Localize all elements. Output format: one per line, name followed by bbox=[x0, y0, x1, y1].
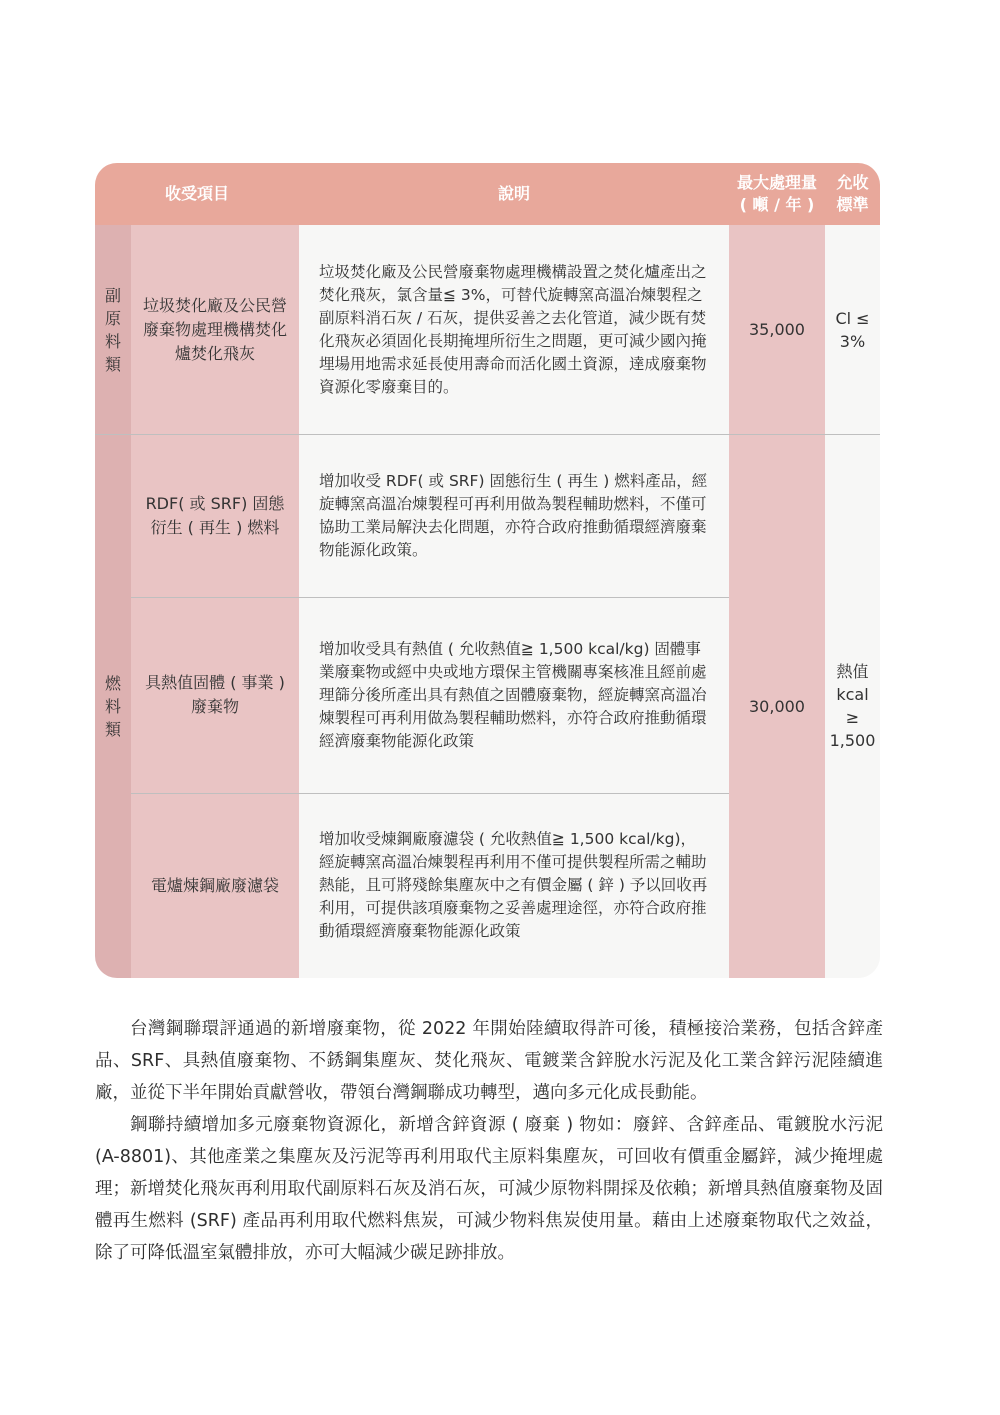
item-calorific-waste bbox=[131, 597, 299, 793]
capacity-fuel-value: 30,000 bbox=[749, 696, 805, 716]
description-calorific-waste bbox=[299, 597, 729, 793]
waste-acceptance-table bbox=[95, 163, 880, 978]
description-fly-ash bbox=[299, 225, 729, 434]
description-rdf bbox=[299, 434, 729, 597]
standard-auxiliary bbox=[825, 225, 880, 434]
item-calorific-waste-label: 具熱值固體 ( 事業 ) 廢棄物 bbox=[145, 673, 285, 716]
header-description bbox=[299, 163, 729, 225]
item-fly-ash bbox=[131, 225, 299, 434]
item-rdf-label: RDF( 或 SRF) 固態衍生 ( 再生 ) 燃料 bbox=[145, 493, 285, 537]
header-item bbox=[95, 163, 299, 225]
capacity-auxiliary bbox=[729, 225, 825, 434]
description-filter-bags bbox=[299, 793, 729, 978]
standard-auxiliary-value: Cl ≤ 3% bbox=[835, 308, 870, 351]
header-capacity-label: 最大處理量 bbox=[736, 173, 817, 192]
body-text bbox=[95, 1013, 883, 1269]
paragraph-1: 台灣鋼聯環評通過的新增廢棄物，從 2022 年開始陸續取得許可後，積極接洽業務，包括含鋅產品、SRF、具熱值廢棄物、不銹鋼集塵灰、焚化飛灰、電鍍業含鋅脫水污泥及化工業含鋅污泥陸續進廠，並從下半年開始貢獻營收，帶領台灣鋼聯成功轉型，邁向多元化成長動能。 bbox=[95, 1019, 883, 1103]
description-rdf-text: 增加收受 RDF( 或 SRF) 固態衍生 ( 再生 ) 燃料產品，經旋轉窯高溫冶煉製程可再利用做為製程輔助燃料，不僅可協助工業局解決去化問題，亦符合政府推動循環經濟廢棄物能源化政策。 bbox=[319, 471, 708, 559]
header-description-label: 說明 bbox=[497, 184, 530, 203]
capacity-fuel bbox=[729, 434, 825, 978]
header-capacity-unit: ( 噸 / 年 ) bbox=[739, 195, 815, 214]
category-fuel bbox=[95, 434, 131, 978]
description-fly-ash-text: 垃圾焚化廠及公民營廢棄物處理機構設置之焚化爐產出之焚化飛灰，氯含量≦ 3%，可替代旋轉窯高溫冶煉製程之副原料消石灰 / 石灰，提供妥善之去化管道，減少既有焚化飛灰必須固化長期掩埋所衍生之問題，更可減少國內掩埋場用地需求延長使用壽命而活化國土資源，達成廢棄物資源化零廢棄目的。 bbox=[319, 262, 707, 396]
category-fuel-label: 燃料類 bbox=[105, 673, 122, 739]
category-auxiliary-label: 副原料類 bbox=[105, 285, 122, 374]
item-rdf bbox=[131, 434, 299, 597]
item-filter-bags-label: 電爐煉鋼廠廢濾袋 bbox=[150, 875, 279, 895]
header-standard-label-2: 標準 bbox=[836, 195, 869, 214]
row-divider-2 bbox=[131, 793, 729, 794]
capacity-auxiliary-value: 35,000 bbox=[749, 320, 805, 339]
header-item-label: 收受項目 bbox=[164, 184, 229, 203]
header-standard-label-1: 允收 bbox=[836, 173, 869, 192]
standard-fuel-value: 熱值 kcal ≥ 1,500 bbox=[829, 662, 876, 750]
description-calorific-waste-text: 增加收受具有熱值 ( 允收熱值≧ 1,500 kcal/kg) 固體事業廢棄物或經中央或地方環保主管機關專案核准且經前處理篩分後所產出具有熱值之固體廢棄物，經旋轉窯高溫冶煉製程可再利用做為製程輔助燃料，亦符合政府推動循環經濟廢棄物能源化政策 bbox=[319, 639, 707, 750]
standard-fuel bbox=[825, 434, 880, 978]
category-auxiliary bbox=[95, 225, 131, 434]
description-filter-bags-text: 增加收受煉鋼廠廢濾袋 ( 允收熱值≧ 1,500 kcal/kg)，經旋轉窯高溫冶煉製程再利用不僅可提供製程所需之輔助熱能，且可將殘餘集塵灰中之有價金屬 ( 鋅 ) 予以回收再利用，可提供該項廢棄物之妥善處理途徑，亦符合政府推動循環經濟廢棄物能源化政策 bbox=[319, 830, 708, 940]
group-divider bbox=[95, 434, 880, 435]
paragraph-2: 鋼聯持續增加多元廢棄物資源化，新增含鋅資源 ( 廢棄 ) 物如：廢鋅、含鋅產品、電鍍脫水污泥 (A-8801)、其他產業之集塵灰及污泥等再利用取代主原料集塵灰，可回收有價重金屬鋅，減少掩埋處理；新增焚化飛灰再利用取代副原料石灰及消石灰，可減少原物料開採及依賴；新增具熱值廢棄物及固體再生燃料 (SRF) 產品再利用取代燃料焦炭，可減少物料焦炭使用量。藉由上述廢棄物取代之效益，除了可降低溫室氣體排放，亦可大幅減少碳足跡排放。 bbox=[95, 1115, 883, 1263]
row-divider-1 bbox=[131, 597, 729, 598]
item-filter-bags bbox=[131, 793, 299, 978]
item-fly-ash-label: 垃圾焚化廠及公民營廢棄物處理機構焚化爐焚化飛灰 bbox=[142, 295, 287, 363]
header-standard bbox=[825, 163, 880, 225]
header-capacity bbox=[729, 163, 825, 225]
